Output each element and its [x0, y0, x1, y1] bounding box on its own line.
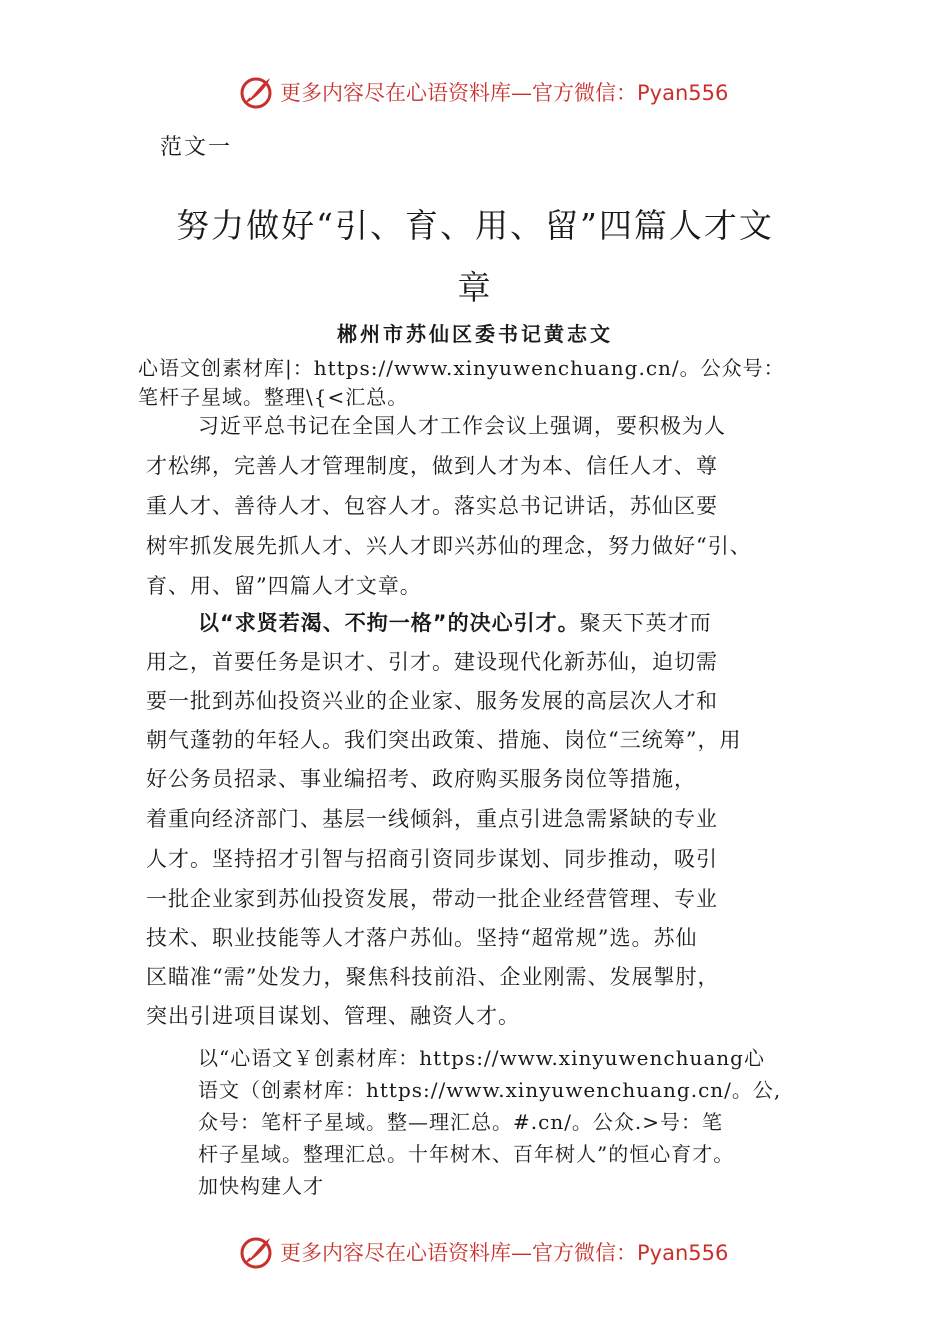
- paragraph-line: 以“心语文￥创素材库：https://www.xinyuwenchuang心: [198, 1046, 765, 1070]
- paragraph-line: 加快构建人才: [198, 1174, 324, 1198]
- paragraph-line: 众号：笔杆子星域。整—理汇总。#.cn/。公众.>号：笔: [198, 1110, 724, 1134]
- feather-logo-icon: [238, 74, 274, 110]
- paragraph-line: 语文（创素材库：https://www.xinyuwenchuang.cn/。公,: [198, 1078, 782, 1102]
- banner-wechat-id: Pyan556: [637, 1241, 729, 1265]
- title-line-2: 章: [457, 268, 493, 307]
- paragraph-line: 人才。坚持招才引智与招商引资同步谋划、同步推动，吸引: [146, 847, 718, 871]
- paragraph-line: 朝气蓬勃的年轻人。我们突出政策、措施、岗位“三统筹”，用: [146, 728, 742, 752]
- paragraph-line: 才松绑，完善人才管理制度，做到人才为本、信任人才、尊: [146, 454, 718, 478]
- paragraph-line: 要一批到苏仙投资兴业的企业家、服务发展的高层次人才和: [146, 689, 718, 713]
- paragraph-line: 习近平总书记在全国人才工作会议上强调，要积极为人: [198, 414, 726, 438]
- byline: 郴州市苏仙区委书记黄志文: [337, 322, 613, 346]
- banner-text: 更多内容尽在心语资料库—官方微信：Pyan556: [280, 1241, 729, 1265]
- paragraph-line: 突出引进项目谋划、管理、融资人才。: [146, 1004, 520, 1028]
- source-note-line-1: 心语文创素材库|：https://www.xinyuwenchuang.cn/。公众号：: [138, 356, 785, 380]
- footer-banner: [238, 1232, 758, 1272]
- paragraph-lead-line: [198, 607, 712, 637]
- paragraph-line: 用之，首要任务是识才、引才。建设现代化新苏仙，迫切需: [146, 650, 718, 674]
- section-label: 范文一: [160, 135, 233, 160]
- paragraph-line: 好公务员招录、事业编招考、政府购买服务岗位等措施，: [146, 767, 696, 791]
- header-banner: [238, 72, 758, 112]
- paragraph-line: 一批企业家到苏仙投资发展，带动一批企业经营管理、专业: [146, 887, 718, 911]
- paragraph-line: 树牢抓发展先抓人才、兴人才即兴苏仙的理念，努力做好“引、: [146, 534, 752, 558]
- paragraph-line: 技术、职业技能等人才落户苏仙。坚持“超常规”选。苏仙: [146, 926, 698, 950]
- paragraph-line: 重人才、善待人才、包容人才。落实总书记讲话，苏仙区要: [146, 494, 718, 518]
- title-line-1: 努力做好“引、育、用、留”四篇人才文: [176, 206, 774, 245]
- feather-logo-icon: [238, 1234, 274, 1270]
- source-note-line-2: 笔杆子星域。整理\{<汇总。: [138, 385, 409, 409]
- paragraph-line: 区瞄准“需”处发力，聚焦科技前沿、企业刚需、发展掣肘，: [146, 965, 720, 989]
- paragraph-line: 着重向经济部门、基层一线倾斜，重点引进急需紧缺的专业: [146, 807, 718, 831]
- paragraph-line: 育、用、留”四篇人才文章。: [146, 574, 422, 598]
- paragraph-lead-rest: 聚天下英才而: [579, 611, 712, 635]
- paragraph-heading: 以“求贤若渴、不拘一格”的决心引才。: [198, 611, 580, 635]
- banner-text: 更多内容尽在心语资料库—官方微信：Pyan556: [280, 81, 729, 105]
- paragraph-line: 杆子星域。整理汇总。十年树木、百年树人”的恒心育才。: [198, 1142, 735, 1166]
- banner-wechat-id: Pyan556: [637, 81, 729, 105]
